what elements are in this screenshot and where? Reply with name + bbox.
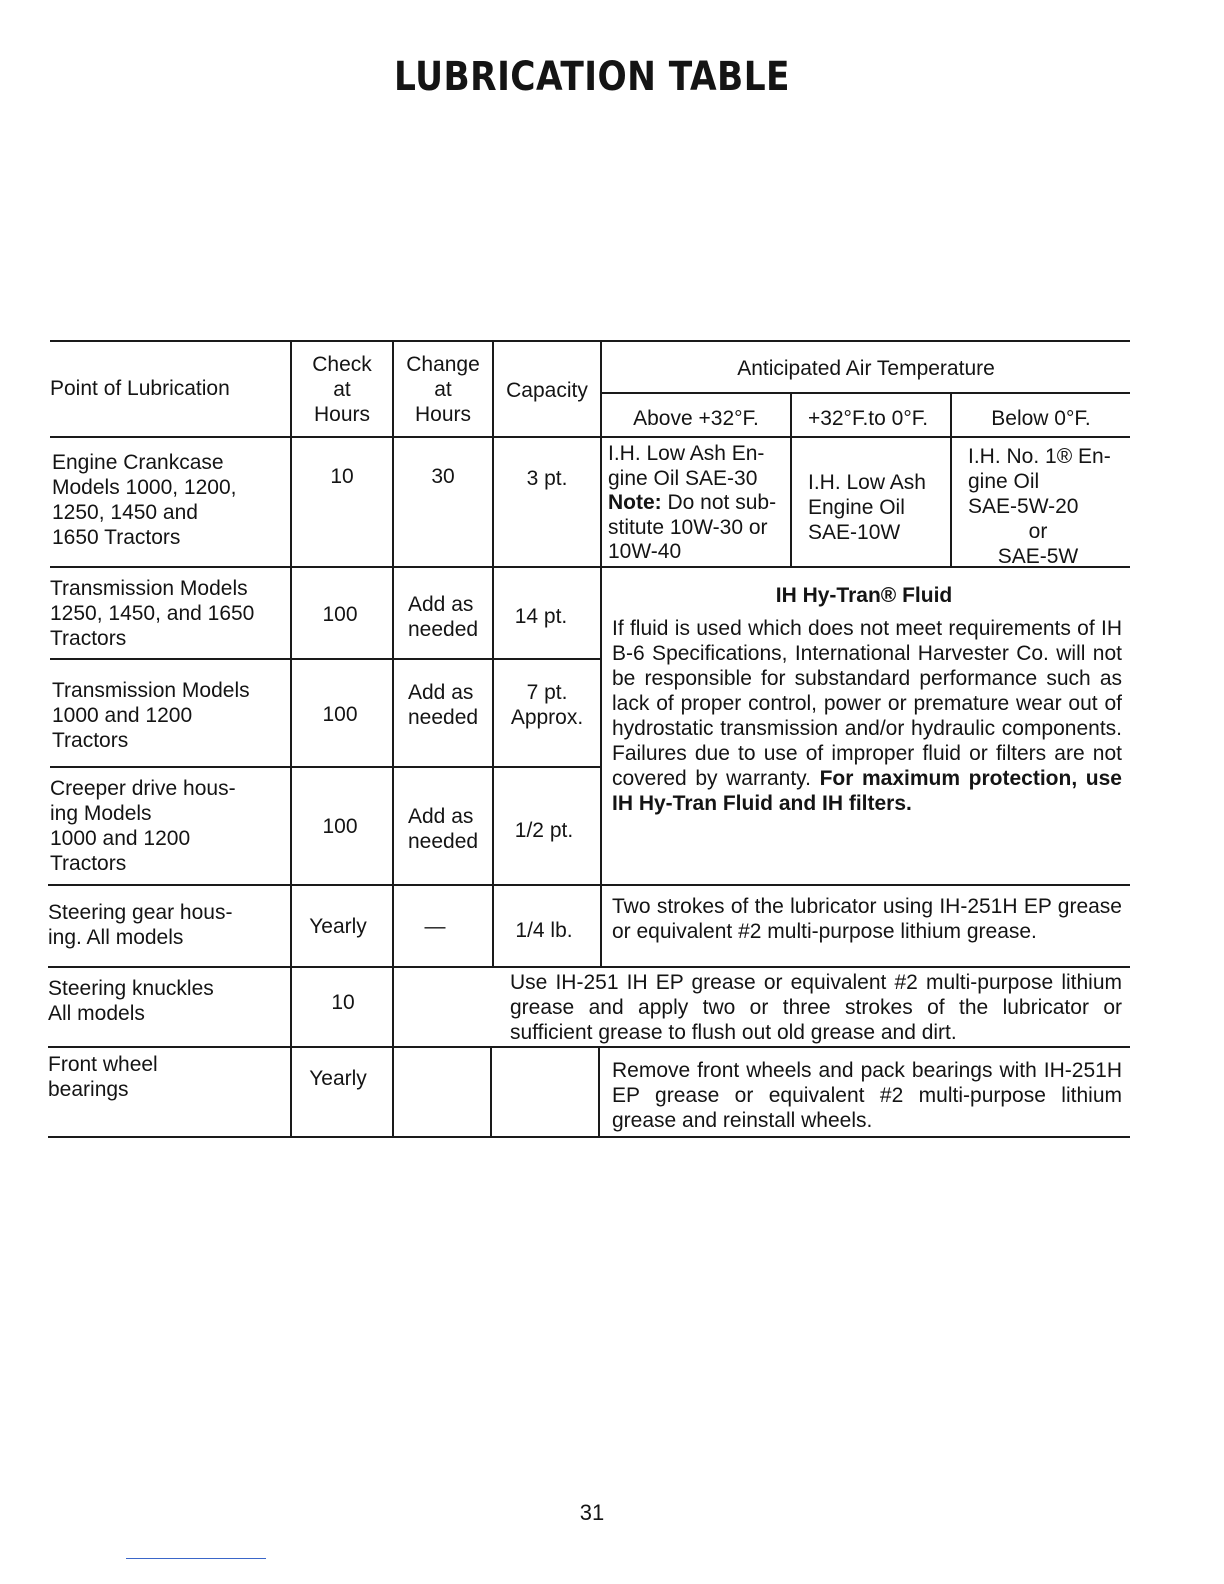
col-rule <box>598 1046 600 1136</box>
creeper-point: Creeper drive hous- ing Models 1000 and 1200 Tractors <box>50 777 236 875</box>
header-below: Below 0°F. <box>991 407 1091 430</box>
engine-below-or: or <box>1028 520 1048 543</box>
knuckles-note: Use IH-251 IH EP grease or equivalent #2 multi-purpose lithium grease and apply two or three strokes of the lubricator or sufficient grease to flush out old grease and dirt. <box>510 971 1122 1044</box>
table-bottom-rule <box>48 1136 1130 1138</box>
trans1-capacity: 14 pt. <box>514 605 568 628</box>
col-rule <box>490 1046 492 1136</box>
engine-change: 30 <box>431 465 455 488</box>
hytran-note <box>612 616 1122 816</box>
engine-point: Engine Crankcase Models 1000, 1200, 1250, 1450 and 1650 Tractors <box>52 451 237 549</box>
wheel-point: Front wheel bearings <box>48 1053 158 1101</box>
wheel-note: Remove front wheels and pack bearings with IH-251H EP grease or equivalent #2 multi-purpose lithium grease and reinstall wheels. <box>612 1059 1122 1132</box>
trans2-capacity: 7 pt. Approx. <box>510 681 584 729</box>
trans1-check: 100 <box>322 603 358 626</box>
col-rule <box>290 340 292 1136</box>
trans1-change: Add as needed <box>408 593 479 641</box>
engine-capacity: 3 pt. <box>526 467 568 490</box>
creeper-check: 100 <box>322 815 358 838</box>
col-rule <box>600 340 602 966</box>
row-rule <box>50 658 602 660</box>
row-rule <box>48 884 1130 886</box>
temp-sub-rule <box>602 392 1130 394</box>
hytran-body: If fluid is used which does not meet requirements of IH B-6 Specifications, International Harvester Co. will not be responsible for substandard performance such as lack of proper control, power or premature wear out of hydrostatic transmission and/or hydraulic components. Failures due to use of improper fluid or filters are not covered by warranty. <box>612 617 1122 790</box>
steering-gear-point: Steering gear hous- ing. All models <box>48 901 233 949</box>
header-capacity: Capacity <box>506 379 588 402</box>
wheel-check: Yearly <box>309 1067 367 1090</box>
trans2-change: Add as needed <box>408 681 479 729</box>
table-top-rule <box>50 340 1130 342</box>
header-check: Check at Hours <box>312 353 372 426</box>
steering-gear-change: — <box>424 915 446 938</box>
engine-above <box>608 442 792 565</box>
page-title: LUBRICATION TABLE <box>394 54 790 100</box>
hytran-title: IH Hy-Tran® Fluid <box>775 584 953 607</box>
trans1-point: Transmission Models 1250, 1450, and 1650 Tractors <box>50 577 255 650</box>
engine-check: 10 <box>330 465 354 488</box>
steering-gear-capacity: 1/4 lb. <box>515 919 573 942</box>
engine-below <box>968 444 1128 569</box>
footer-rule <box>126 1558 266 1559</box>
engine-above-note-label: Note: <box>608 491 662 514</box>
header-air-temp: Anticipated Air Temperature <box>737 357 995 380</box>
header-point: Point of Lubrication <box>50 377 230 400</box>
header-bottom-rule <box>50 436 1130 438</box>
row-rule <box>48 1046 1130 1048</box>
engine-above-note: Do not sub- stitute 10W-30 or 10W-40 <box>608 491 777 563</box>
page-number: 31 <box>579 1500 605 1525</box>
header-change: Change at Hours <box>406 353 480 426</box>
header-above: Above +32°F. <box>633 407 759 430</box>
trans2-check: 100 <box>322 703 358 726</box>
col-rule <box>392 340 394 1136</box>
knuckles-check: 10 <box>331 991 355 1014</box>
creeper-change: Add as needed <box>408 805 479 853</box>
steering-gear-check: Yearly <box>309 915 367 938</box>
creeper-capacity: 1/2 pt. <box>514 819 574 842</box>
trans2-point: Transmission Models 1000 and 1200 Tractors <box>52 679 250 752</box>
engine-above-lead: I.H. Low Ash En- gine Oil SAE-30 <box>608 442 765 490</box>
row-rule <box>48 966 1130 968</box>
knuckles-point: Steering knuckles All models <box>48 977 214 1025</box>
row-rule <box>50 766 602 768</box>
col-rule <box>492 340 494 968</box>
engine-below-main: I.H. No. 1® En- gine Oil SAE-5W-20 <box>968 445 1111 518</box>
engine-mid: I.H. Low Ash Engine Oil SAE-10W <box>808 471 926 544</box>
hytran-body-bold: For maximum protection, use IH Hy-Tran Fluid and IH filters. <box>612 767 1122 815</box>
engine-below-alt: SAE-5W <box>997 545 1079 568</box>
header-mid: +32°F.to 0°F. <box>807 407 929 430</box>
steering-gear-note: Two strokes of the lubricator using IH-251H EP grease or equivalent #2 multi-purpose lithium grease. <box>612 895 1122 943</box>
